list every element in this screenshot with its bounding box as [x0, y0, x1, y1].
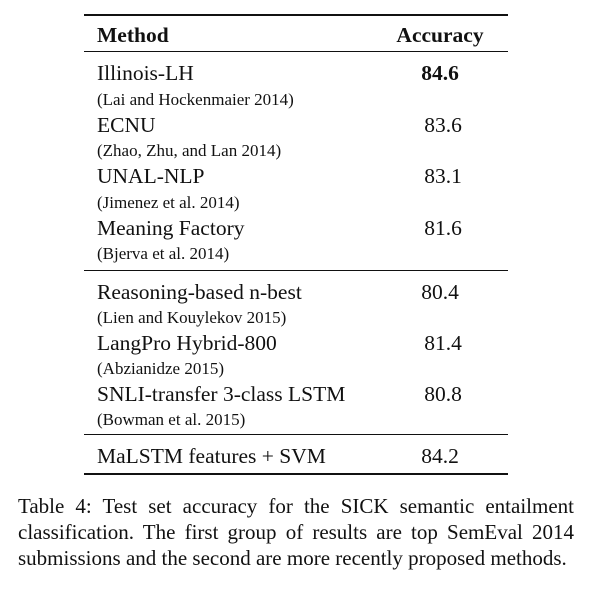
method-citation: (Zhao, Zhu, and Lan 2014) [97, 141, 282, 160]
method-name: ECNU [97, 113, 156, 137]
bottom-rule [84, 473, 508, 475]
method-citation: (Bowman et al. 2015) [97, 410, 246, 429]
header-method: Method [97, 23, 169, 47]
accuracy-value: 80.4 [421, 280, 459, 304]
group-rule [84, 434, 508, 435]
header-rule [84, 51, 508, 52]
table-caption: Table 4: Test set accuracy for the SICK semantic entailment classification. The first group of results are top SemEval 2014 submissions and the second are more recently proposed methods. [18, 494, 574, 570]
method-name: MaLSTM features + SVM [97, 444, 326, 468]
accuracy-value: 84.6 [421, 61, 459, 85]
method-citation: (Lien and Kouylekov 2015) [97, 308, 287, 327]
method-name: UNAL-NLP [97, 164, 205, 188]
accuracy-value: 81.4 [424, 331, 462, 355]
method-name: LangPro Hybrid-800 [97, 331, 277, 355]
header-accuracy: Accuracy [396, 23, 484, 47]
accuracy-value: 81.6 [424, 216, 462, 240]
method-citation: (Jimenez et al. 2014) [97, 193, 240, 212]
accuracy-value: 83.6 [424, 113, 462, 137]
method-citation: (Lai and Hockenmaier 2014) [97, 90, 294, 109]
method-citation: (Bjerva et al. 2014) [97, 244, 230, 263]
top-rule [84, 14, 508, 16]
accuracy-value: 83.1 [424, 164, 462, 188]
method-name: Illinois-LH [97, 61, 194, 85]
method-citation: (Abzianidze 2015) [97, 359, 224, 378]
group-rule [84, 270, 508, 271]
method-name: SNLI-transfer 3-class LSTM [97, 382, 346, 406]
accuracy-value: 80.8 [424, 382, 462, 406]
method-name: Meaning Factory [97, 216, 245, 240]
method-name: Reasoning-based n-best [97, 280, 302, 304]
accuracy-value: 84.2 [421, 444, 459, 468]
